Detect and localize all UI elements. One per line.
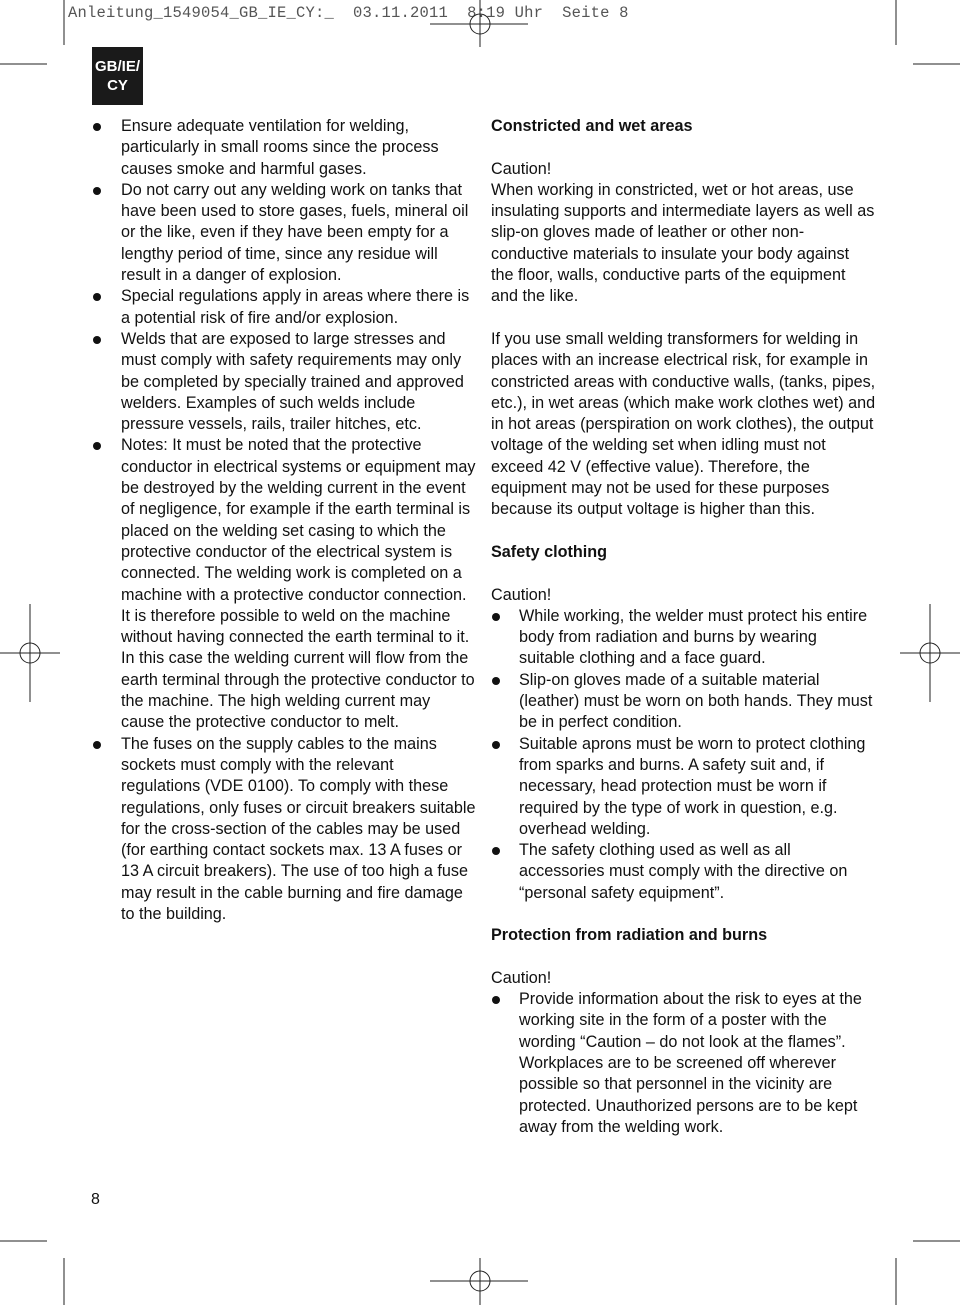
constricted-paragraph-2: If you use small welding transformers for welding in places with an increase electrical risk, for example in constricted areas with conductive walls, (tanks, pipes, etc.), in wet areas (which make work clothes wet) and in hot areas (perspiration on work clothes), the output voltage of the welding set when idling must not exceed 42 V (effective value). Therefore, the equipment may not be used for these purposes because its output voltage is higher than this. <box>491 329 876 519</box>
constricted-paragraph-1: When working in constricted, wet or hot areas, use insulating supports and intermediate layers as well as slip-on gloves made of leather or other non-conductive materials to insulate your body against the floor, walls, conductive parts of the equipment and the like. <box>491 180 875 306</box>
list-item: The fuses on the supply cables to the mains sockets must comply with the relevant regulations (VDE 0100). To comply with these regulations, only fuses or circuit breakers suitable for the cross-section of the cables may be used (for earthing contact sockets max. 13 A fuses or 13 A circuit breakers). The use of too high a fuse may result in the cable burning and fire damage to the building. <box>92 734 477 926</box>
caution-label: Caution! <box>491 968 552 987</box>
bullet-icon <box>93 336 101 344</box>
left-bullet-list <box>92 116 477 925</box>
list-item: Welds that are exposed to large stresses and must comply with safety requirements may only be completed by specially trained and approved welders. Examples of such welds include pressure vessels, rails, trailer hitches, etc. <box>92 329 477 435</box>
bullet-icon <box>492 847 500 855</box>
bullet-icon <box>492 996 500 1004</box>
bullet-icon <box>492 741 500 749</box>
section-title-constricted: Constricted and wet areas <box>491 117 693 135</box>
list-item: Ensure adequate ventilation for welding, particularly in small rooms since the process causes smoke and harmful gases. <box>92 116 477 180</box>
section-title-safety-clothing: Safety clothing <box>491 542 608 561</box>
bullet-icon <box>93 123 101 131</box>
list-item: The safety clothing used as well as all accessories must comply with the directive on “personal safety equipment”. <box>491 840 876 904</box>
bullet-icon <box>93 442 101 450</box>
bullet-icon <box>93 741 101 749</box>
radiation-bullet-list <box>491 989 876 1138</box>
list-item: Do not carry out any welding work on tanks that have been used to store gases, fuels, mineral oil or the like, even if they have been empty for a lengthy period of time, since any residue will result in a danger of explosion. <box>92 180 477 286</box>
language-tab-line-2: CY <box>107 77 128 94</box>
list-item: Provide information about the risk to eyes at the working site in the form of a poster with the wording “Caution – do not look at the flames”. Workplaces are to be screened off wherever possible so that personnel in the vicinity are protected. Unauthorized persons are to be kept away from the welding work. <box>491 989 876 1138</box>
language-tab-line-1: GB/IE/ <box>94 58 140 75</box>
list-item: Suitable aprons must be worn to protect clothing from sparks and burns. A safety suit and, if necessary, head protection must be worn if required by the type of work in question, e.g. overhead welding. <box>491 734 876 840</box>
language-tab <box>92 47 143 105</box>
right-column <box>491 116 876 1138</box>
bullet-icon <box>492 613 500 621</box>
section-title-radiation: Protection from radiation and burns <box>491 926 768 945</box>
list-item: While working, the welder must protect his entire body from radiation and burns by wearing suitable clothing and a face guard. <box>491 606 876 670</box>
list-item: Special regulations apply in areas where there is a potential risk of fire and/or explosion. <box>92 286 477 329</box>
list-item: Notes: It must be noted that the protective conductor in electrical systems or equipment may be destroyed by the welding current in the event of negligence, for example if the earth terminal is placed on the welding set casing to which the protective conductor of the electrical system is connected. The welding work is completed on a machine with a protective conductor connection. It is therefore possible to weld on the machine without having connected the earth terminal to it. In this case the welding current will flow from the earth terminal through the protective conductor to the machine. The high welding current may cause the protective conductor to melt. <box>92 435 477 733</box>
bullet-icon <box>93 187 101 195</box>
left-column <box>92 116 477 925</box>
caution-label: Caution! <box>491 159 552 178</box>
bullet-icon <box>492 677 500 685</box>
caution-label: Caution! <box>491 585 552 604</box>
print-header: Anleitung_1549054_GB_IE_CY:_ 03.11.2011 8:19 Uhr Seite 8 <box>68 4 629 22</box>
bullet-icon <box>93 293 101 301</box>
page-number: 8 <box>91 1191 100 1208</box>
clothing-bullet-list <box>491 606 876 904</box>
list-item: Slip-on gloves made of a suitable material (leather) must be worn on both hands. They must be in perfect condition. <box>491 670 876 734</box>
